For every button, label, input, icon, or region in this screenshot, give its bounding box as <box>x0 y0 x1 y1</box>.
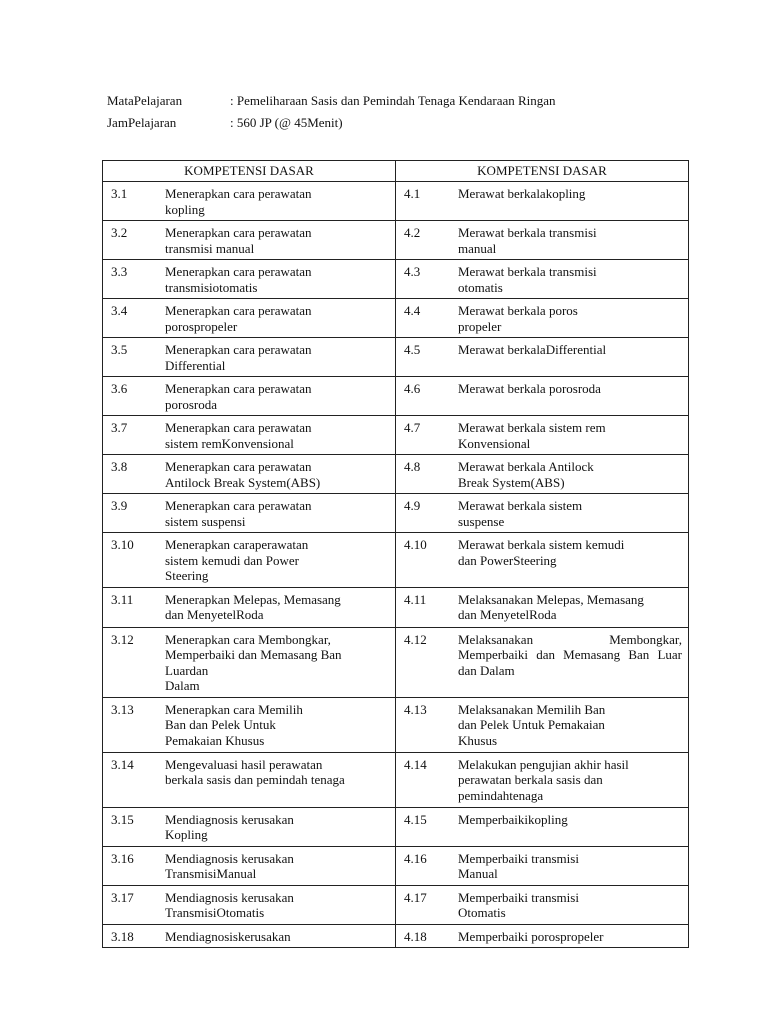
skill-number: 4.18 <box>404 928 427 944</box>
text-line: transmisiotomatis <box>165 279 258 295</box>
skill-text <box>458 381 682 397</box>
knowledge-cell <box>103 494 396 533</box>
knowledge-cell <box>103 627 396 697</box>
table-body <box>103 182 689 948</box>
skill-text <box>458 592 682 623</box>
text-line: Luardan <box>165 662 209 678</box>
text-line: Steering <box>165 568 209 583</box>
table-header-row <box>103 161 689 182</box>
text-line: pemindahtenaga <box>458 787 544 803</box>
text-line: Merawat berkalakopling <box>458 186 586 201</box>
text-line: Menerapkan cara Membongkar, <box>165 631 331 647</box>
text-line: Menerapkan cara perawatan <box>165 186 312 201</box>
text-line: Differential <box>165 357 226 373</box>
text-line: Konvensional <box>458 435 531 451</box>
table-row <box>103 260 689 299</box>
table-row <box>103 752 689 807</box>
knowledge-number: 3.3 <box>111 264 128 279</box>
skill-text <box>458 890 682 921</box>
text-line: Menerapkan Melepas, Memasang <box>165 591 341 607</box>
text-line: Mengevaluasi hasil perawatan <box>165 756 323 772</box>
table-row <box>103 627 689 697</box>
text-line: Merawat berkala porosroda <box>458 381 601 396</box>
text-line: Merawat berkala sistem <box>458 498 583 513</box>
text-line: Mendiagnosis kerusakan <box>165 811 294 827</box>
text-line: sistem remKonvensional <box>165 435 294 451</box>
skill-number: 4.4 <box>404 303 421 318</box>
knowledge-text <box>165 225 389 256</box>
text-line: porosroda <box>165 396 217 412</box>
skill-cell <box>396 377 689 416</box>
table-row <box>103 338 689 377</box>
knowledge-cell <box>103 846 396 885</box>
knowledge-text <box>165 381 389 412</box>
knowledge-number: 3.1 <box>111 186 128 201</box>
knowledge-cell <box>103 416 396 455</box>
skill-cell <box>396 924 689 948</box>
text-line: Menerapkan cara perawatan <box>165 264 312 279</box>
knowledge-number: 3.5 <box>111 342 128 357</box>
skill-number: 4.17 <box>404 889 427 905</box>
text-line: Menerapkan cara perawatan <box>165 303 312 318</box>
text-line: Otomatis <box>458 905 506 920</box>
knowledge-text <box>165 537 389 584</box>
skill-number: 4.14 <box>404 756 427 772</box>
text-line: berkala sasis dan pemindah tenaga <box>165 772 345 787</box>
knowledge-text <box>165 592 389 623</box>
text-line: suspense <box>458 513 505 529</box>
text-line: Memperbaiki porospropeler <box>458 928 604 944</box>
text-line: Mendiagnosiskerusakan <box>165 928 291 944</box>
text-line: dan Pelek Untuk Pemakaian <box>458 717 605 732</box>
skill-text <box>458 498 682 529</box>
text-line: Antilock Break System(ABS) <box>165 474 321 490</box>
text-line: otomatis <box>458 279 503 295</box>
text-line: Merawat berkala Antilock <box>458 459 594 474</box>
knowledge-cell <box>103 924 396 948</box>
skill-cell <box>396 752 689 807</box>
knowledge-text <box>165 890 389 921</box>
knowledge-cell <box>103 697 396 752</box>
text-line: dan MenyetelRoda <box>165 607 264 622</box>
skill-text <box>458 537 682 568</box>
table-row <box>103 299 689 338</box>
skill-number: 4.13 <box>404 701 427 717</box>
skill-cell <box>396 416 689 455</box>
knowledge-cell <box>103 299 396 338</box>
knowledge-number: 3.15 <box>111 811 134 827</box>
skill-text <box>458 929 682 945</box>
skill-number: 4.7 <box>404 420 421 435</box>
table-row <box>103 377 689 416</box>
skill-text <box>458 264 682 295</box>
text-line: Melaksanakan Memilih Ban <box>458 701 606 717</box>
skill-text <box>458 459 682 490</box>
text-line: Merawat berkala sistem kemudi <box>458 537 625 552</box>
text-line: Merawat berkala poros <box>458 303 578 318</box>
column-header-left: KOMPETENSI DASAR <box>103 161 396 182</box>
skill-text <box>458 757 682 804</box>
knowledge-number: 3.8 <box>111 459 128 474</box>
text-line: Menerapkan cara perawatan <box>165 342 312 357</box>
text-line: sistem kemudi dan Power <box>165 552 299 568</box>
text-line: dan MenyetelRoda <box>458 607 557 622</box>
skill-text <box>458 186 682 202</box>
text-line: Dalam <box>165 678 200 693</box>
text-line: Merawat berkala transmisi <box>458 225 597 240</box>
text-line: manual <box>458 240 497 256</box>
table-row <box>103 494 689 533</box>
knowledge-cell <box>103 533 396 588</box>
knowledge-cell <box>103 338 396 377</box>
knowledge-text <box>165 459 389 490</box>
skill-number: 4.2 <box>404 225 421 240</box>
text-line: Memperbaiki transmisi <box>458 850 579 866</box>
knowledge-cell <box>103 752 396 807</box>
knowledge-text <box>165 632 389 694</box>
text-line: porospropeler <box>165 318 238 334</box>
text-line: Pemakaian Khusus <box>165 732 265 748</box>
knowledge-number: 3.6 <box>111 381 128 396</box>
skill-cell <box>396 455 689 494</box>
knowledge-cell <box>103 587 396 627</box>
table-row <box>103 697 689 752</box>
skill-text <box>458 342 682 358</box>
text-line: Ban dan Pelek Untuk <box>165 717 276 732</box>
text-line: Menerapkan cara perawatan <box>165 225 312 240</box>
text-line: Merawat berkala sistem rem <box>458 420 606 435</box>
text-line: Melaksanakan Melepas, Memasang <box>458 591 644 607</box>
knowledge-cell <box>103 260 396 299</box>
skill-number: 4.6 <box>404 381 421 396</box>
text-line: propeler <box>458 318 502 334</box>
text-line: Melakukan pengujian akhir hasil <box>458 756 629 772</box>
table-row <box>103 807 689 846</box>
skill-number: 4.10 <box>404 537 427 552</box>
text-line: dan PowerSteering <box>458 552 557 568</box>
table-row <box>103 221 689 260</box>
knowledge-number: 3.13 <box>111 701 134 717</box>
skill-cell <box>396 338 689 377</box>
knowledge-text <box>165 757 389 788</box>
subject-value: : Pemeliharaan Sasis dan Pemindah Tenaga Kendaraan Ringan <box>230 93 556 108</box>
skill-text <box>458 702 682 749</box>
knowledge-cell <box>103 807 396 846</box>
knowledge-number: 3.7 <box>111 420 128 435</box>
knowledge-text <box>165 851 389 882</box>
knowledge-number: 3.11 <box>111 591 134 607</box>
skill-number: 4.1 <box>404 186 421 201</box>
knowledge-number: 3.9 <box>111 498 128 513</box>
text-line: sistem suspensi <box>165 513 246 529</box>
knowledge-text <box>165 186 389 217</box>
knowledge-number: 3.18 <box>111 928 134 944</box>
table-row <box>103 533 689 588</box>
table-row <box>103 587 689 627</box>
text-line: Menerapkan caraperawatan <box>165 537 309 552</box>
column-header-right: KOMPETENSI DASAR <box>396 161 689 182</box>
subject-label: MataPelajaran <box>107 93 183 108</box>
skill-cell <box>396 260 689 299</box>
skill-text <box>458 225 682 256</box>
table-row <box>103 846 689 885</box>
skill-number: 4.11 <box>404 591 427 607</box>
competency-table <box>102 160 689 948</box>
text-line: transmisi manual <box>165 240 255 256</box>
text-line: Menerapkan cara perawatan <box>165 498 312 513</box>
knowledge-cell <box>103 885 396 924</box>
text-line: Menerapkan cara perawatan <box>165 459 312 474</box>
skill-cell <box>396 533 689 588</box>
hours-value: : 560 JP (@ 45Menit) <box>230 115 343 130</box>
skill-cell <box>396 182 689 221</box>
skill-cell <box>396 627 689 697</box>
skill-number: 4.12 <box>404 631 427 647</box>
text-line: Memperbaiki transmisi <box>458 889 579 905</box>
knowledge-text <box>165 303 389 334</box>
skill-cell <box>396 494 689 533</box>
table-row <box>103 416 689 455</box>
table-row <box>103 885 689 924</box>
knowledge-number: 3.2 <box>111 225 128 240</box>
text-line: Melaksanakan Membongkar, Memperbaiki dan Memasang Ban Luar dan Dalam <box>458 631 682 678</box>
skill-number: 4.9 <box>404 498 421 513</box>
table-row <box>103 182 689 221</box>
knowledge-cell <box>103 182 396 221</box>
skill-cell <box>396 807 689 846</box>
text-line: Merawat berkalaDifferential <box>458 342 607 357</box>
skill-cell <box>396 885 689 924</box>
knowledge-number: 3.4 <box>111 303 128 318</box>
knowledge-text <box>165 812 389 843</box>
skill-text <box>458 303 682 334</box>
text-line: Mendiagnosis kerusakan <box>165 889 294 905</box>
skill-cell <box>396 299 689 338</box>
knowledge-text <box>165 420 389 451</box>
skill-cell <box>396 221 689 260</box>
skill-text <box>458 812 682 828</box>
text-line: TransmisiOtomatis <box>165 905 265 920</box>
skill-number: 4.5 <box>404 342 421 357</box>
knowledge-number: 3.12 <box>111 631 134 647</box>
text-line: Menerapkan cara perawatan <box>165 420 312 435</box>
text-line: TransmisiManual <box>165 866 257 881</box>
knowledge-cell <box>103 377 396 416</box>
skill-number: 4.3 <box>404 264 421 279</box>
text-line: Menerapkan cara perawatan <box>165 381 312 396</box>
skill-cell <box>396 587 689 627</box>
skill-text <box>458 632 682 679</box>
knowledge-cell <box>103 455 396 494</box>
knowledge-text <box>165 498 389 529</box>
text-line: perawatan berkala sasis dan <box>458 772 603 787</box>
skill-cell <box>396 697 689 752</box>
text-line: Manual <box>458 866 498 881</box>
text-line: Khusus <box>458 732 498 748</box>
text-line: Memperbaiki dan Memasang Ban <box>165 647 342 662</box>
skill-number: 4.16 <box>404 850 427 866</box>
knowledge-text <box>165 929 389 945</box>
skill-text <box>458 851 682 882</box>
skill-cell <box>396 846 689 885</box>
text-line: kopling <box>165 201 205 217</box>
knowledge-number: 3.16 <box>111 850 134 866</box>
knowledge-number: 3.10 <box>111 537 134 552</box>
table-row <box>103 455 689 494</box>
text-line: Break System(ABS) <box>458 474 565 490</box>
knowledge-number: 3.17 <box>111 889 134 905</box>
knowledge-text <box>165 342 389 373</box>
table-row <box>103 924 689 948</box>
text-line: Mendiagnosis kerusakan <box>165 850 294 866</box>
text-line: Kopling <box>165 827 208 842</box>
skill-number: 4.8 <box>404 459 421 474</box>
text-line: Merawat berkala transmisi <box>458 264 597 279</box>
hours-label: JamPelajaran <box>107 115 177 130</box>
skill-text <box>458 420 682 451</box>
knowledge-text <box>165 264 389 295</box>
knowledge-number: 3.14 <box>111 756 134 772</box>
knowledge-text <box>165 702 389 749</box>
text-line: Memperbaikikopling <box>458 811 568 827</box>
text-line: Menerapkan cara Memilih <box>165 701 303 717</box>
knowledge-cell <box>103 221 396 260</box>
skill-number: 4.15 <box>404 811 427 827</box>
